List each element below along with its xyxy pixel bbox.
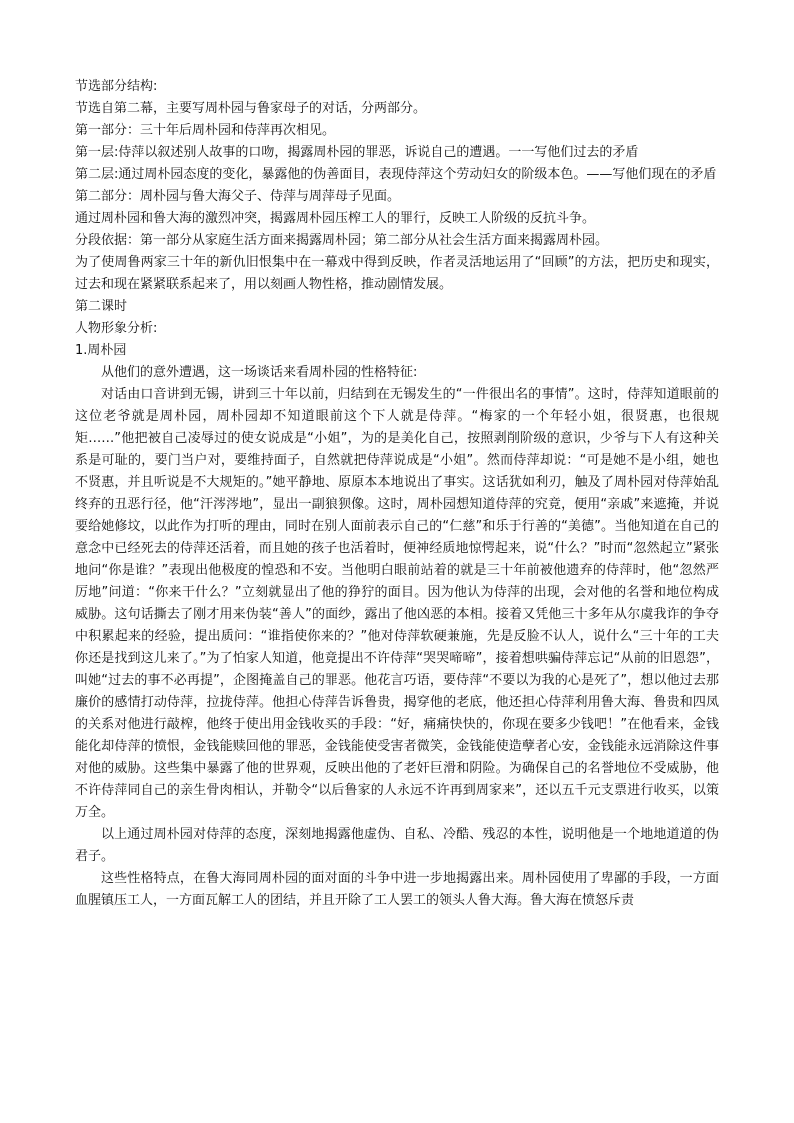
subheading: 人物形象分析: (75, 321, 158, 336)
text-line: 第一层:侍萍以叙述别人故事的口吻，揭露周朴园的罪恶，诉说自己的遭遇。一一写他们过去的矛盾 (75, 145, 639, 160)
paragraph: 从他们的意外遭遇，这一场谈话来看周朴园的性格特征: (101, 365, 418, 380)
text-line: 第一部分：三十年后周朴园和侍萍再次相见。 (75, 123, 336, 138)
paragraph: 对话由口音讲到无锡，讲到三十年以前，归结到在无锡发生的“一件很出名的事情”。这时，侍萍知道眼前的这位老爷就是周朴园，周朴园却不知道眼前这个下人就是侍萍。“梅家的一个年轻小姐，很贤惠，也很规矩……”他把被自己凌辱过的使女说成是“小姐”，为的是美化自己，按照剥削阶级的意识，少爷与下人有这种关系是可耻的，要门当户对，要维持面子，自然就把侍萍说成是“小姐”。然而侍萍却说：“可是她不是小组，她也不贤惠，并且听说是不大规矩的。”她平静地、原原本本地说出了事实。这话犹如利刃，触及了周朴园对侍萍始乱终弃的丑恶行径，他“汗涔涔地”，显出一副狼狈像。这时，周朴园想知道侍萍的究竟，便用“亲戚”来遮掩，并说要给她修坟，以此作为打听的理由，同时在别人面前表示自己的“仁慈”和乐于行善的“美德”。当他知道在自己的意念中已经死去的侍萍还活着，而且她的孩子也活着时，便神经质地惊愕起来，说“什么？”时而“忽然起立”紧张地问“你是谁？”表现出他极度的惶恐和不安。当他明白眼前站着的就是三十年前被他遗弃的侍萍时，他“忽然严厉地”问道：“你来干什么？”立刻就显出了他的狰狞的面目。因为他认为侍萍的出现，会对他的名誉和地位构成威胁。这句话撕去了刚才用来伪装“善人”的面纱，露出了他凶恶的本相。接着又凭他三十多年从尔虞我诈的争夺中积累起来的经验，提出质问：“谁指使你来的？”他对侍萍软硬兼施，先是反脸不认人，说什么“三十年的工夫你还是找到这儿来了。”为了怕家人知道，他竟提出不许侍萍“哭哭啼啼”，接着想哄骗侍萍忘记“从前的旧恩怨”，叫她“过去的事不必再提”，企图掩盖自己的罪恶。他花言巧语，要侍萍“不要以为我的心是死了”，想以他过去那廉价的感情打动侍萍，拉拢侍萍。他担心侍萍告诉鲁贵，揭穿他的老底，他还担心侍萍利用鲁大海、鲁贵和四凤的关系对他进行敲榨，他终于使出用金钱收买的手段：“好，痛痛快快的，你现在要多少钱吧！”在他看来，金钱能化却侍萍的愤恨，金钱能赎回他的罪恶，金钱能使受害者微笑，金钱能使造孽者心安，金钱能永远消除这件事对他的威胁。这些集中暴露了他的世界观，反映出他的了老奸巨滑和阴险。为确保自己的名誉地位不受威胁，他不许侍萍同自己的亲生骨肉相认，并勒令“以后鲁家的人永远不许再到周家来”，还以五千元支票进行收买，以策万全。 (75, 387, 719, 820)
paragraph: 这些性格特点，在鲁大海同周朴园的面对面的斗争中进一步地揭露出来。周朴园使用了卑鄙的手段，一方面血腥镇压工人，一方面瓦解工人的团结，并且开除了工人罢工的领头人鲁大海。鲁大海在愤怒斥责 (75, 871, 719, 908)
text-line: 分段依据：第一部分从家庭生活方面来揭露周朴园；第二部分从社会生活方面来揭露周朴园。 (75, 233, 609, 248)
character-heading: 1.周朴园 (75, 343, 127, 358)
text-line: 第二层:通过周朴园态度的变化，暴露他的伪善面目，表现侍萍这个劳动妇女的阶级本色。——写他们现在的矛盾 (75, 167, 717, 182)
text-line: 节选自第二幕，主要写周朴园与鲁家母子的对话，分两部分。 (75, 101, 427, 116)
lesson-heading: 第二课时 (75, 299, 128, 314)
text-line: 为了使周鲁两家三十年的新仇旧恨集中在一幕戏中得到反映，作者灵活地运用了“回顾”的方法，把历史和现实，过去和现在紧紧联系起来了，用以刻画人物性格，推动剧情发展。 (75, 255, 719, 292)
text-line: 第二部分：周朴园与鲁大海父子、侍萍与周萍母子见面。 (75, 189, 401, 204)
section-heading: 节选部分结构: (75, 79, 158, 94)
paragraph: 以上通过周朴园对侍萍的态度，深刻地揭露他虚伪、自私、冷酷、残忍的本性，说明他是一个地地道道的伪君子。 (75, 827, 719, 864)
document-body (75, 76, 719, 912)
text-line: 通过周朴园和鲁大海的激烈冲突，揭露周朴园压榨工人的罪行，反映工人阶级的反抗斗争。 (75, 211, 596, 226)
